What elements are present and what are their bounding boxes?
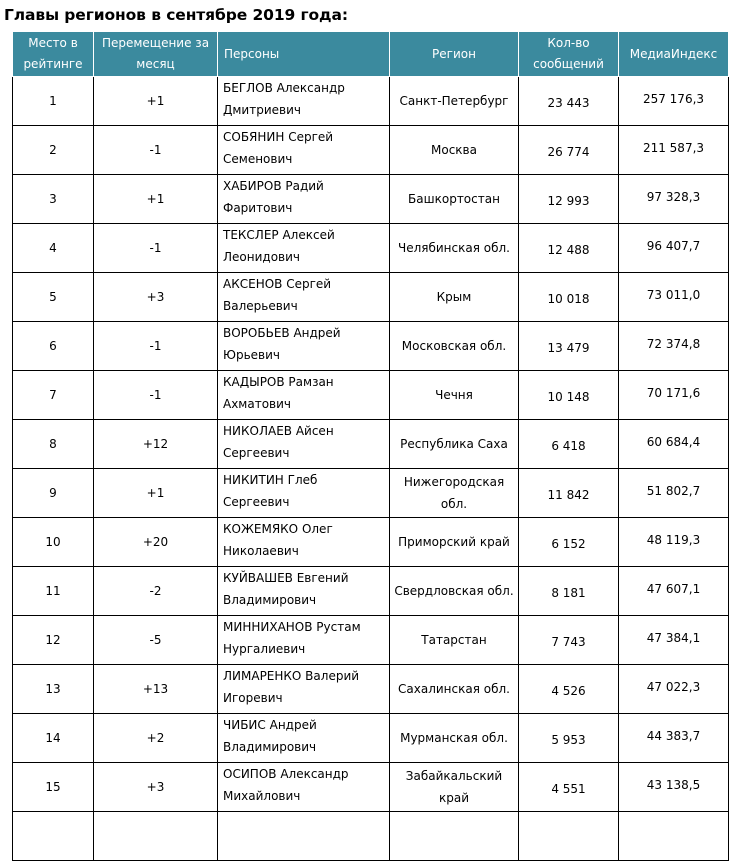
cell-move xyxy=(94,812,218,861)
cell-person: КУЙВАШЕВ Евгений Владимирович xyxy=(218,567,390,616)
cell-region: Приморский край xyxy=(390,518,519,567)
cell-move: +1 xyxy=(94,469,218,518)
table-row xyxy=(13,224,729,273)
page-title: Главы регионов в сентябре 2019 года: xyxy=(4,6,348,24)
cell-region: Свердловская обл. xyxy=(390,567,519,616)
cell-person: БЕГЛОВ Александр Дмитриевич xyxy=(218,77,390,126)
cell-region: Крым xyxy=(390,273,519,322)
cell-move: -5 xyxy=(94,616,218,665)
table-row xyxy=(13,763,729,812)
cell-region: Московская обл. xyxy=(390,322,519,371)
cell-rank: 5 xyxy=(13,273,94,322)
cell-rank xyxy=(13,812,94,861)
cell-rank: 12 xyxy=(13,616,94,665)
header-rank: Место в рейтинге xyxy=(13,32,94,77)
cell-move: -1 xyxy=(94,224,218,273)
cell-rank: 6 xyxy=(13,322,94,371)
cell-move: -2 xyxy=(94,567,218,616)
table-row xyxy=(13,567,729,616)
table-body xyxy=(13,77,729,861)
cell-person: МИННИХАНОВ Рустам Нургалиевич xyxy=(218,616,390,665)
cell-media-index: 70 171,6 xyxy=(619,371,729,420)
cell-count: 13 479 xyxy=(519,322,619,371)
cell-region xyxy=(390,812,519,861)
cell-person: ЛИМАРЕНКО Валерий Игоревич xyxy=(218,665,390,714)
header-person: Персоны xyxy=(218,32,390,77)
cell-person: АКСЕНОВ Сергей Валерьевич xyxy=(218,273,390,322)
table-row xyxy=(13,371,729,420)
cell-count: 4 551 xyxy=(519,763,619,812)
cell-person: ХАБИРОВ Радий Фаритович xyxy=(218,175,390,224)
cell-rank: 13 xyxy=(13,665,94,714)
cell-count: 12 488 xyxy=(519,224,619,273)
cell-region: Республика Саха xyxy=(390,420,519,469)
cell-count xyxy=(519,812,619,861)
cell-rank: 9 xyxy=(13,469,94,518)
table-row xyxy=(13,77,729,126)
table-row xyxy=(13,322,729,371)
cell-person: ЧИБИС Андрей Владимирович xyxy=(218,714,390,763)
cell-media-index: 211 587,3 xyxy=(619,126,729,175)
cell-media-index: 97 328,3 xyxy=(619,175,729,224)
table-row xyxy=(13,812,729,861)
cell-move: -1 xyxy=(94,371,218,420)
cell-count: 4 526 xyxy=(519,665,619,714)
cell-count: 6 152 xyxy=(519,518,619,567)
cell-move: +13 xyxy=(94,665,218,714)
cell-person: ТЕКСЛЕР Алексей Леонидович xyxy=(218,224,390,273)
cell-move: -1 xyxy=(94,322,218,371)
cell-region: Башкортостан xyxy=(390,175,519,224)
cell-person: ОСИПОВ Александр Михайлович xyxy=(218,763,390,812)
cell-move: +1 xyxy=(94,77,218,126)
cell-rank: 3 xyxy=(13,175,94,224)
header-media-index: МедиаИндекс xyxy=(619,32,729,77)
cell-count: 6 418 xyxy=(519,420,619,469)
cell-move: -1 xyxy=(94,126,218,175)
cell-region: Мурманская обл. xyxy=(390,714,519,763)
cell-media-index xyxy=(619,812,729,861)
cell-region: Москва xyxy=(390,126,519,175)
cell-rank: 1 xyxy=(13,77,94,126)
cell-move: +20 xyxy=(94,518,218,567)
cell-region: Сахалинская обл. xyxy=(390,665,519,714)
cell-rank: 15 xyxy=(13,763,94,812)
cell-move: +1 xyxy=(94,175,218,224)
table-row xyxy=(13,665,729,714)
cell-count: 10 148 xyxy=(519,371,619,420)
table-row xyxy=(13,420,729,469)
cell-region: Татарстан xyxy=(390,616,519,665)
table-row xyxy=(13,273,729,322)
cell-person: КАДЫРОВ Рамзан Ахматович xyxy=(218,371,390,420)
cell-region: Забайкальский край xyxy=(390,763,519,812)
cell-rank: 2 xyxy=(13,126,94,175)
cell-media-index: 44 383,7 xyxy=(619,714,729,763)
cell-move: +3 xyxy=(94,763,218,812)
cell-count: 8 181 xyxy=(519,567,619,616)
cell-rank: 11 xyxy=(13,567,94,616)
cell-count: 11 842 xyxy=(519,469,619,518)
cell-region: Санкт-Петербург xyxy=(390,77,519,126)
cell-media-index: 96 407,7 xyxy=(619,224,729,273)
cell-person xyxy=(218,812,390,861)
cell-person: СОБЯНИН Сергей Семенович xyxy=(218,126,390,175)
cell-region: Чечня xyxy=(390,371,519,420)
table-row xyxy=(13,616,729,665)
cell-rank: 7 xyxy=(13,371,94,420)
table-row xyxy=(13,518,729,567)
header-row xyxy=(13,32,729,77)
cell-rank: 8 xyxy=(13,420,94,469)
cell-person: НИКОЛАЕВ Айсен Сергеевич xyxy=(218,420,390,469)
header-region: Регион xyxy=(390,32,519,77)
header-move: Перемещение за месяц xyxy=(94,32,218,77)
table-row xyxy=(13,126,729,175)
ranking-table xyxy=(12,31,729,861)
cell-count: 23 443 xyxy=(519,77,619,126)
cell-media-index: 51 802,7 xyxy=(619,469,729,518)
cell-region: Челябинская обл. xyxy=(390,224,519,273)
cell-person: НИКИТИН Глеб Сергеевич xyxy=(218,469,390,518)
table-row xyxy=(13,714,729,763)
cell-media-index: 257 176,3 xyxy=(619,77,729,126)
table-row xyxy=(13,469,729,518)
cell-media-index: 47 022,3 xyxy=(619,665,729,714)
cell-media-index: 43 138,5 xyxy=(619,763,729,812)
cell-region: Нижегородская обл. xyxy=(390,469,519,518)
cell-rank: 4 xyxy=(13,224,94,273)
cell-media-index: 47 607,1 xyxy=(619,567,729,616)
cell-person: КОЖЕМЯКО Олег Николаевич xyxy=(218,518,390,567)
cell-count: 5 953 xyxy=(519,714,619,763)
cell-rank: 14 xyxy=(13,714,94,763)
cell-person: ВОРОБЬЕВ Андрей Юрьевич xyxy=(218,322,390,371)
cell-count: 10 018 xyxy=(519,273,619,322)
cell-count: 26 774 xyxy=(519,126,619,175)
table-row xyxy=(13,175,729,224)
cell-count: 7 743 xyxy=(519,616,619,665)
cell-move: +3 xyxy=(94,273,218,322)
cell-rank: 10 xyxy=(13,518,94,567)
cell-media-index: 60 684,4 xyxy=(619,420,729,469)
cell-count: 12 993 xyxy=(519,175,619,224)
cell-media-index: 72 374,8 xyxy=(619,322,729,371)
cell-media-index: 73 011,0 xyxy=(619,273,729,322)
header-count: Кол-во сообщений xyxy=(519,32,619,77)
cell-move: +2 xyxy=(94,714,218,763)
cell-media-index: 47 384,1 xyxy=(619,616,729,665)
cell-move: +12 xyxy=(94,420,218,469)
cell-media-index: 48 119,3 xyxy=(619,518,729,567)
